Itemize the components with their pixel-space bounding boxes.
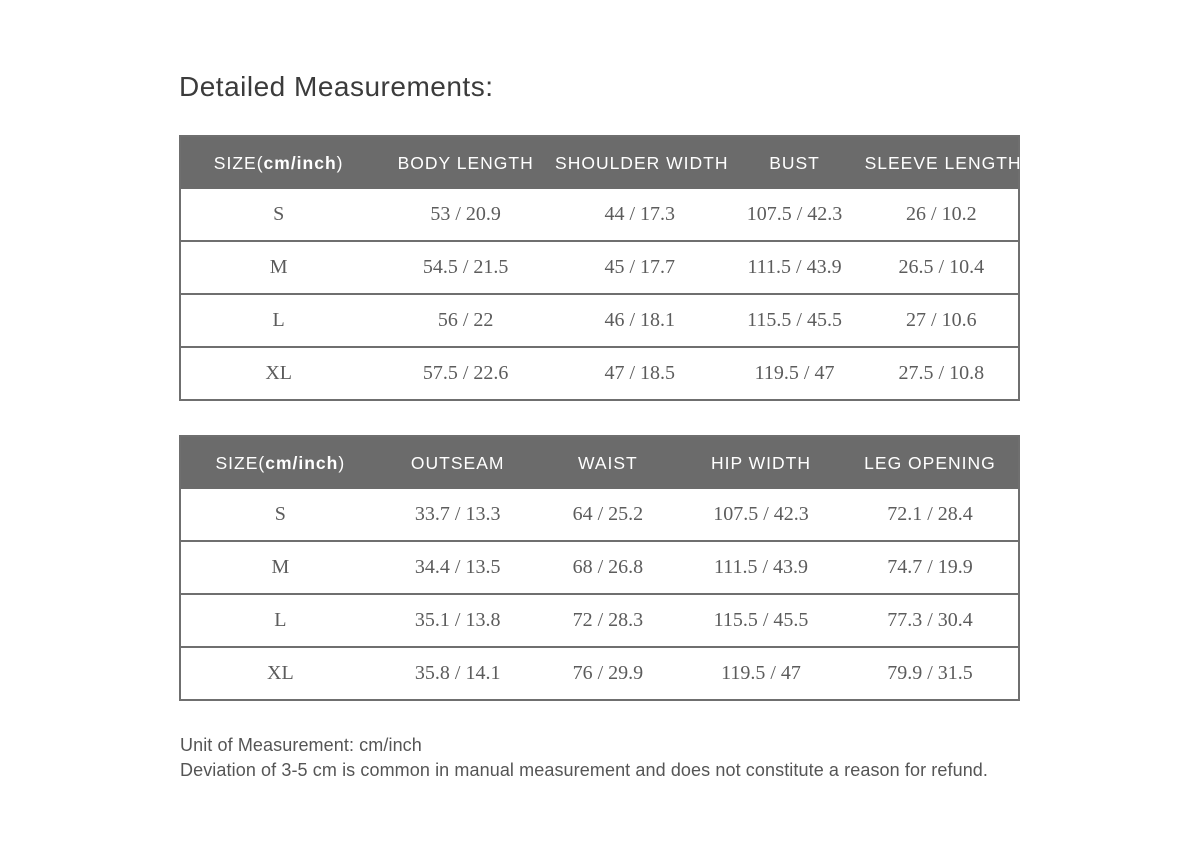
measurement-cell: 33.7 / 13.3 xyxy=(380,489,536,541)
size-label-cell: M xyxy=(180,241,376,294)
measurement-cell: 26.5 / 10.4 xyxy=(865,241,1019,294)
measurement-cell: 111.5 / 43.9 xyxy=(680,541,842,594)
measurement-cell: 27 / 10.6 xyxy=(865,294,1019,347)
measurement-notes xyxy=(180,733,988,782)
measurement-cell: 119.5 / 47 xyxy=(724,347,864,400)
header-row xyxy=(180,436,1019,489)
column-header: SIZE(cm/inch) xyxy=(180,136,376,189)
measurement-cell: 64 / 25.2 xyxy=(536,489,680,541)
measurement-cell: 46 / 18.1 xyxy=(555,294,724,347)
table-row xyxy=(180,189,1019,241)
measurement-cell: 76 / 29.9 xyxy=(536,647,680,700)
bottom-measurements-table xyxy=(179,435,1020,701)
table-row xyxy=(180,594,1019,647)
top-measurements-table xyxy=(179,135,1020,401)
measurement-cell: 74.7 / 19.9 xyxy=(842,541,1019,594)
page-title: Detailed Measurements: xyxy=(179,71,494,102)
column-header: LEG OPENING xyxy=(842,436,1019,489)
table-row xyxy=(180,241,1019,294)
measurement-cell: 35.1 / 13.8 xyxy=(380,594,536,647)
table-row xyxy=(180,489,1019,541)
measurement-cell: 47 / 18.5 xyxy=(555,347,724,400)
deviation-note: Deviation of 3-5 cm is common in manual measurement and does not constitute a reason for refund. xyxy=(180,759,989,780)
measurement-cell: 53 / 20.9 xyxy=(376,189,555,241)
measurement-cell: 111.5 / 43.9 xyxy=(724,241,864,294)
table-body xyxy=(180,489,1019,700)
size-label-cell: L xyxy=(180,594,380,647)
column-header: BODY LENGTH xyxy=(376,136,555,189)
measurement-cell: 35.8 / 14.1 xyxy=(380,647,536,700)
header-row xyxy=(180,136,1019,189)
measurement-cell: 72 / 28.3 xyxy=(536,594,680,647)
size-label-cell: S xyxy=(180,189,376,241)
measurement-cell: 44 / 17.3 xyxy=(555,189,724,241)
column-header: WAIST xyxy=(536,436,680,489)
table-header xyxy=(180,436,1019,489)
unit-note: Unit of Measurement: cm/inch xyxy=(180,735,422,755)
size-label-cell: L xyxy=(180,294,376,347)
measurement-cell: 57.5 / 22.6 xyxy=(376,347,555,400)
table-header xyxy=(180,136,1022,189)
column-header: HIP WIDTH xyxy=(680,436,842,489)
table-body xyxy=(180,189,1019,400)
measurement-cell: 27.5 / 10.8 xyxy=(865,347,1019,400)
column-header: OUTSEAM xyxy=(380,436,536,489)
size-table xyxy=(179,135,1020,401)
column-header: SHOULDER WIDTH xyxy=(555,136,724,189)
table-row xyxy=(180,347,1019,400)
size-label-cell: S xyxy=(180,489,380,541)
column-header: SIZE(cm/inch) xyxy=(180,436,380,489)
measurement-cell: 45 / 17.7 xyxy=(555,241,724,294)
measurement-cell: 56 / 22 xyxy=(376,294,555,347)
table-row xyxy=(180,647,1019,700)
table-row xyxy=(180,541,1019,594)
measurement-cell: 107.5 / 42.3 xyxy=(724,189,864,241)
measurement-cell: 54.5 / 21.5 xyxy=(376,241,555,294)
measurement-cell: 107.5 / 42.3 xyxy=(680,489,842,541)
size-label-cell: M xyxy=(180,541,380,594)
size-table xyxy=(179,435,1020,701)
measurement-cell: 68 / 26.8 xyxy=(536,541,680,594)
measurement-cell: 119.5 / 47 xyxy=(680,647,842,700)
column-header: SLEEVE LENGTH xyxy=(865,136,1019,189)
measurement-cell: 115.5 / 45.5 xyxy=(724,294,864,347)
size-label-cell: XL xyxy=(180,347,376,400)
measurement-cell: 115.5 / 45.5 xyxy=(680,594,842,647)
measurement-cell: 79.9 / 31.5 xyxy=(842,647,1019,700)
table-row xyxy=(180,294,1019,347)
measurement-cell: 34.4 / 13.5 xyxy=(380,541,536,594)
measurement-cell: 72.1 / 28.4 xyxy=(842,489,1019,541)
measurement-cell: 26 / 10.2 xyxy=(865,189,1019,241)
size-label-cell: XL xyxy=(180,647,380,700)
measurement-cell: 77.3 / 30.4 xyxy=(842,594,1019,647)
column-header: BUST xyxy=(724,136,864,189)
